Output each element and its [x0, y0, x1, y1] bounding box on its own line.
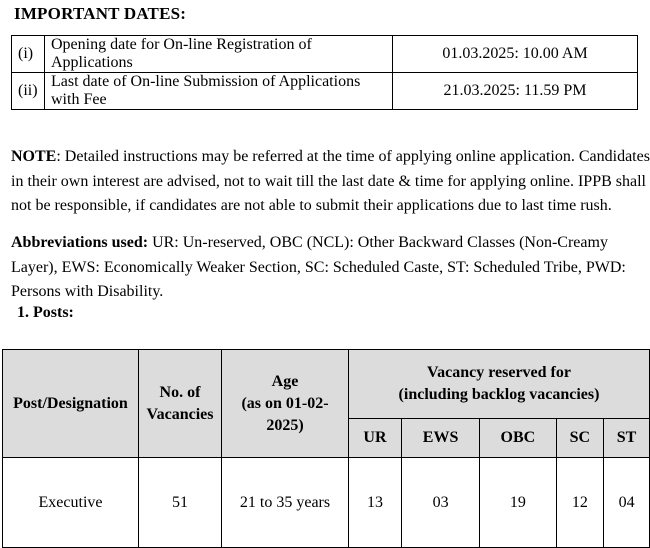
header-vacancies-line1: No. of [159, 383, 201, 401]
row-number: (ii) [12, 73, 45, 110]
note-label: NOTE [11, 148, 57, 165]
header-reserved-line1: Vacancy reserved for [427, 364, 571, 381]
note-paragraph [11, 145, 650, 219]
cell-obc: 19 [480, 458, 556, 548]
header-age-line1: Age [271, 372, 299, 390]
abbreviations-label: Abbreviations used: [11, 234, 149, 251]
cell-age: 21 to 35 years [222, 458, 349, 548]
header-obc: OBC [480, 419, 556, 458]
header-reserved-line2: (including backlog vacancies) [398, 386, 600, 403]
header-reserved [349, 350, 650, 419]
table-row [3, 458, 650, 548]
posts-table [2, 349, 650, 548]
date-label: Last date of On-line Submission of Applications with Fee [45, 73, 393, 110]
header-ur: UR [349, 419, 402, 458]
note-text: : Detailed instructions may be referred at the time of applying online application. Candidates in their own interest are advised, not to wait till the last date & time for applying online. IPPB shall not be responsible, if candidates are not able to submit their applications due to last time rush. [11, 148, 650, 214]
date-value: 21.03.2025: 11.59 PM [393, 73, 638, 110]
abbreviations-paragraph [11, 231, 650, 305]
row-number: (i) [12, 36, 45, 73]
cell-ews: 03 [401, 458, 479, 548]
important-dates-heading: IMPORTANT DATES: [14, 4, 187, 23]
date-label: Opening date for On-line Registration of Applications [45, 36, 393, 73]
header-row [3, 350, 650, 419]
cell-vacancies: 51 [139, 458, 222, 548]
header-sc: SC [556, 419, 604, 458]
abbreviations-text: UR: Un-reserved, OBC (NCL): Other Backward Classes (Non-Creamy Layer), EWS: Economically Weaker Section, SC: Scheduled Caste, ST: Scheduled Tribe, PWD: Persons with Disability. [11, 234, 626, 300]
header-post: Post/Designation [3, 350, 139, 458]
header-vacancies [139, 350, 222, 458]
important-dates-table [11, 35, 638, 110]
table-row [12, 36, 638, 73]
header-vacancies-line2: Vacancies [146, 405, 214, 423]
posts-heading: 1. Posts: [17, 304, 74, 321]
cell-st: 04 [604, 458, 650, 548]
cell-ur: 13 [349, 458, 402, 548]
date-value: 01.03.2025: 10.00 AM [393, 36, 638, 73]
cell-sc: 12 [556, 458, 604, 548]
table-row [12, 73, 638, 110]
header-st: ST [604, 419, 650, 458]
header-age [222, 350, 349, 458]
header-age-line2: (as on 01-02-2025) [241, 394, 329, 434]
cell-post: Executive [3, 458, 139, 548]
header-ews: EWS [401, 419, 479, 458]
